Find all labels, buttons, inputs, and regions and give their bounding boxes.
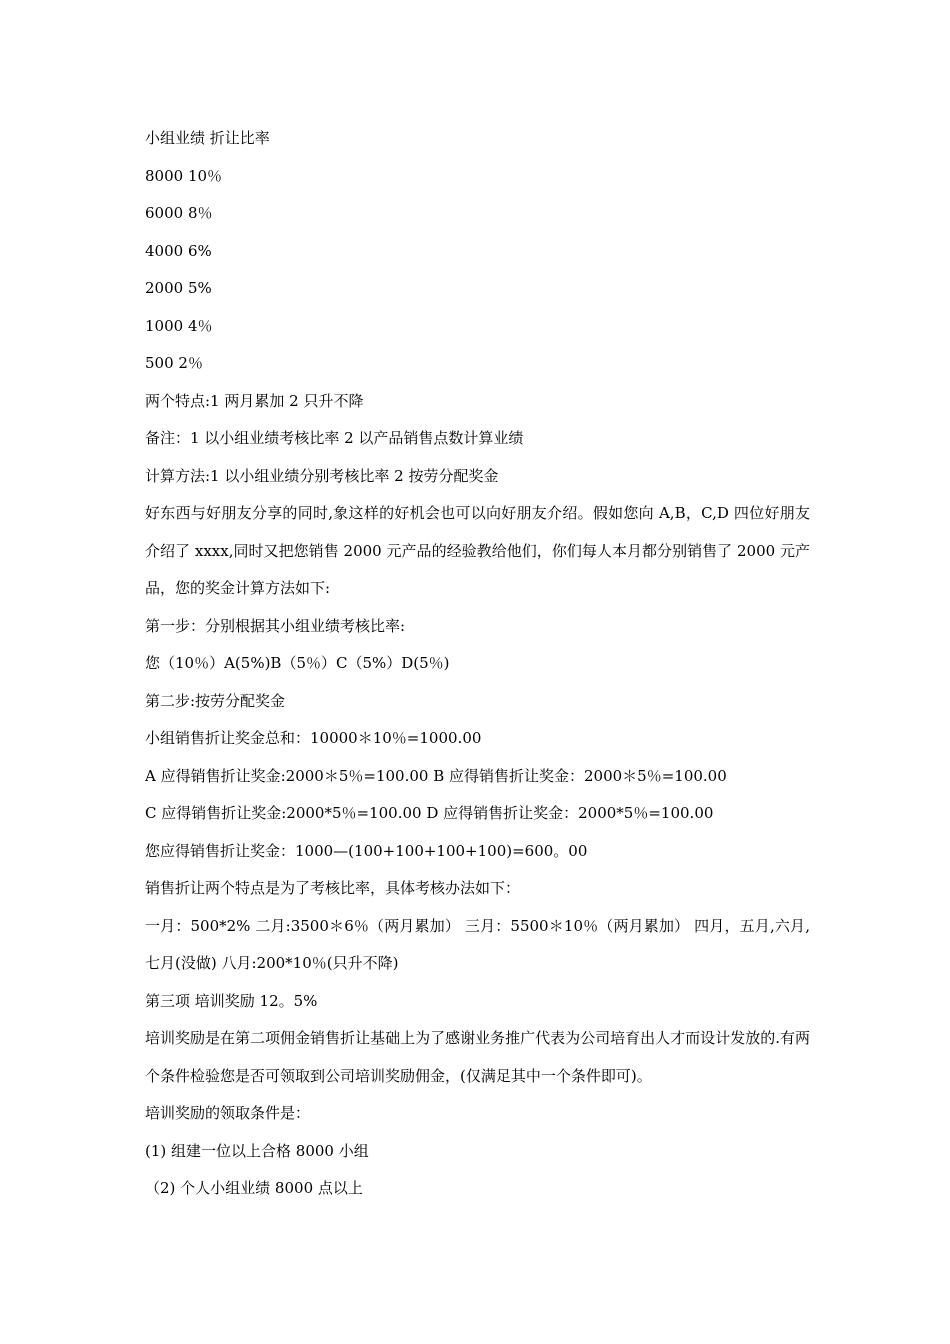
months-paragraph: 一月：500*2% 二月:3500＊6％（两月累加） 三月：5500＊10％（两月累加） 四月，五月,六月,七月(没做) 八月:200*10％(只升不降) <box>145 916 810 972</box>
condition-item: （2) 个人小组业绩 8000 点以上 <box>145 1179 363 1197</box>
document-body <box>145 120 810 1208</box>
step-line: 第一步：分别根据其小组业绩考核比率: <box>145 616 406 635</box>
intro-paragraph: 好东西与好朋友分享的同时,象这样的好机会也可以向好朋友介绍。假如您向 A,B，C,D 四位好朋友介绍了 xxxx,同时又把您销售 2000 元产品的经验教给他们，你们每人本月都分别销售了 2000 元产品，您的奖金计算方法如下: <box>145 504 810 597</box>
calc-line: A 应得销售折让奖金:2000＊5％=100.00 B 应得销售折让奖金：2000＊5％=100.00 <box>145 766 727 785</box>
rate-line: 8000 10％ <box>145 166 223 185</box>
step-line: 您（10％）A(5%)B（5％）C（5%）D(5％) <box>145 654 450 672</box>
calc-line: 小组销售折让奖金总和：10000＊10％=1000.00 <box>145 729 482 747</box>
step-line: 第二步:按劳分配奖金 <box>145 691 286 710</box>
calc-line: C 应得销售折让奖金:2000*5％=100.00 D 应得销售折让奖金：2000*5％=100.00 <box>145 804 714 822</box>
rate-line: 2000 5% <box>145 279 212 297</box>
training-paragraph: 培训奖励是在第二项佣金销售折让基础上为了感谢业务推广代表为公司培育出人才而设计发放的.有两个条件检验您是否可领取到公司培训奖励佣金，(仅满足其中一个条件即可)。 <box>145 1029 810 1085</box>
calc-line: 您应得销售折让奖金：1000—(100+100+100+100)=600。00 <box>145 841 588 860</box>
rate-line: 4000 6% <box>145 241 212 260</box>
table-header-line: 小组业绩 折让比率 <box>145 129 270 147</box>
conditions-heading: 培训奖励的领取条件是： <box>145 1104 311 1122</box>
section-heading: 第三项 培训奖励 12。5% <box>145 991 318 1010</box>
rate-line: 6000 8％ <box>145 204 213 222</box>
condition-item: (1) 组建一位以上合格 8000 小组 <box>145 1141 369 1160</box>
features-line: 两个特点:1 两月累加 2 只升不降 <box>145 391 364 410</box>
method-line: 计算方法:1 以小组业绩分别考核比率 2 按劳分配奖金 <box>145 466 499 485</box>
remarks-line: 备注：1 以小组业绩考核比率 2 以产品销售点数计算业绩 <box>145 429 524 447</box>
rate-line: 1000 4％ <box>145 316 213 335</box>
assessment-line: 销售折让两个特点是为了考核比率，具体考核办法如下： <box>145 879 521 897</box>
rate-line: 500 2％ <box>145 354 203 372</box>
